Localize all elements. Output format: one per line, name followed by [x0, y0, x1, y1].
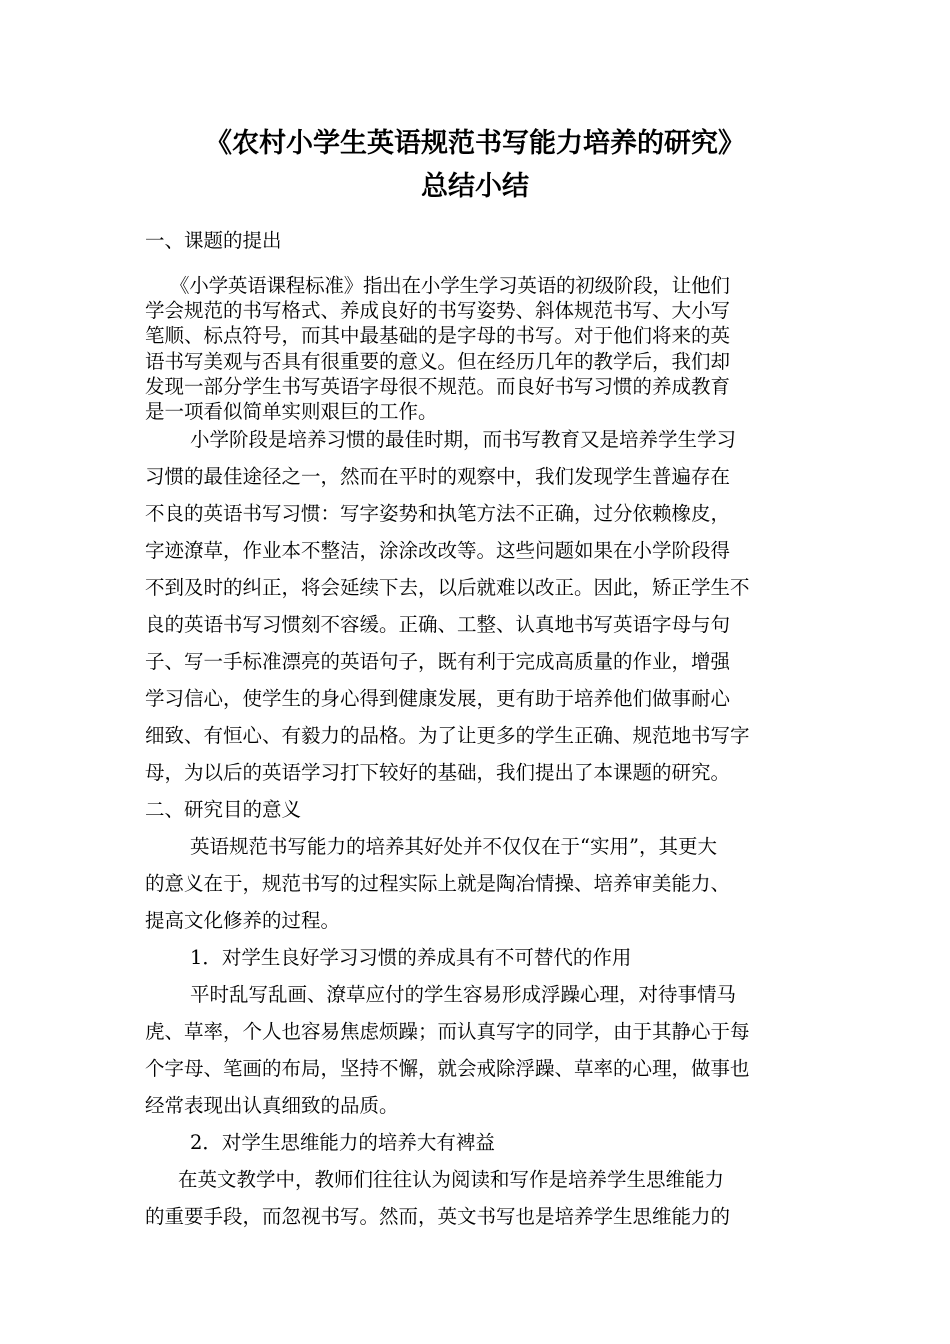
paragraph-2-line: 良的英语书写习惯刻不容缓。正确、工整、认真地书写英语字母与句: [145, 613, 731, 636]
paragraph-4-line: 个字母、笔画的布局，坚持不懈，就会戒除浮躁、草率的心理，做事也: [145, 1057, 750, 1080]
paragraph-5-line: 的重要手段，而忽视书写。然而，英文书写也是培养学生思维能力的: [145, 1205, 731, 1228]
paragraph-2-line: 小学阶段是培养习惯的最佳时期，而书写教育又是培养学生学习: [190, 428, 737, 451]
subheading-2: 2．对学生思维能力的培养大有裨益: [190, 1131, 495, 1154]
paragraph-2-line: 字迹潦草，作业本不整洁，涂涂改改等。这些问题如果在小学阶段得: [145, 539, 731, 562]
paragraph-3-line: 提高文化修养的过程。: [145, 909, 341, 932]
paragraph-2-line: 不良的英语书写习惯：写字姿势和执笔方法不正确，过分依赖橡皮，: [145, 502, 731, 525]
paragraph-5-line: 在英文教学中，教师们往往认为阅读和写作是培养学生思维能力: [178, 1168, 725, 1191]
subheading-1: 1．对学生良好学习习惯的养成具有不可替代的作用: [190, 946, 632, 969]
section-heading-1: 一、课题的提出: [145, 229, 282, 252]
paragraph-1-line: 发现一部分学生书写英语字母很不规范。而良好书写习惯的养成教育: [145, 374, 731, 398]
paragraph-3-line: 的意义在于，规范书写的过程实际上就是陶冶情操、培养审美能力、: [145, 872, 731, 895]
document-body: [145, 421, 810, 1235]
paragraph-4-line: 平时乱写乱画、潦草应付的学生容易形成浮躁心理，对待事情马: [190, 983, 737, 1006]
paragraph-2-line: 细致、有恒心、有毅力的品格。为了让更多的学生正确、规范地书写字: [145, 724, 750, 747]
paragraph-1-line: 《小学英语课程标准》指出在小学生学习英语的初级阶段，让他们: [170, 274, 730, 297]
section-heading-2: 二、研究目的意义: [145, 798, 302, 821]
paragraph-1-line: 笔顺、标点符号，而其中最基础的是字母的书写。对于他们将来的英: [145, 324, 731, 348]
paragraph-1-line: 语书写美观与否具有很重要的意义。但在经历几年的教学后，我们却: [145, 349, 731, 373]
paragraph-3-line: 英语规范书写能力的培养其好处并不仅仅在于“实用”，其更大: [190, 835, 717, 858]
paragraph-2-line: 母，为以后的英语学习打下较好的基础，我们提出了本课题的研究。: [145, 761, 731, 784]
paragraph-4-line: 经常表现出认真细致的品质。: [145, 1094, 399, 1117]
paragraph-2-line: 不到及时的纠正，将会延续下去，以后就难以改正。因此，矫正学生不: [145, 576, 750, 599]
paragraph-1-line: 学会规范的书写格式、养成良好的书写姿势、斜体规范书写、大小写: [145, 299, 731, 323]
paragraph-4-line: 虎、草率，个人也容易焦虑烦躁；而认真写字的同学，由于其静心于每: [145, 1020, 750, 1043]
paragraph-2-line: 习惯的最佳途径之一，然而在平时的观察中，我们发现学生普遍存在: [145, 465, 731, 488]
document-subtitle: 总结小结: [421, 171, 529, 202]
paragraph-1-line: 是一项看似简单实则艰巨的工作。: [145, 400, 438, 424]
paragraph-2-line: 学习信心，使学生的身心得到健康发展，更有助于培养他们做事耐心: [145, 687, 731, 710]
paragraph-1: [145, 273, 810, 424]
paragraph-2-line: 子、写一手标准漂亮的英语句子，既有利于完成高质量的作业，增强: [145, 650, 731, 673]
document-title: 《农村小学生英语规范书写能力培养的研究》: [205, 128, 745, 159]
